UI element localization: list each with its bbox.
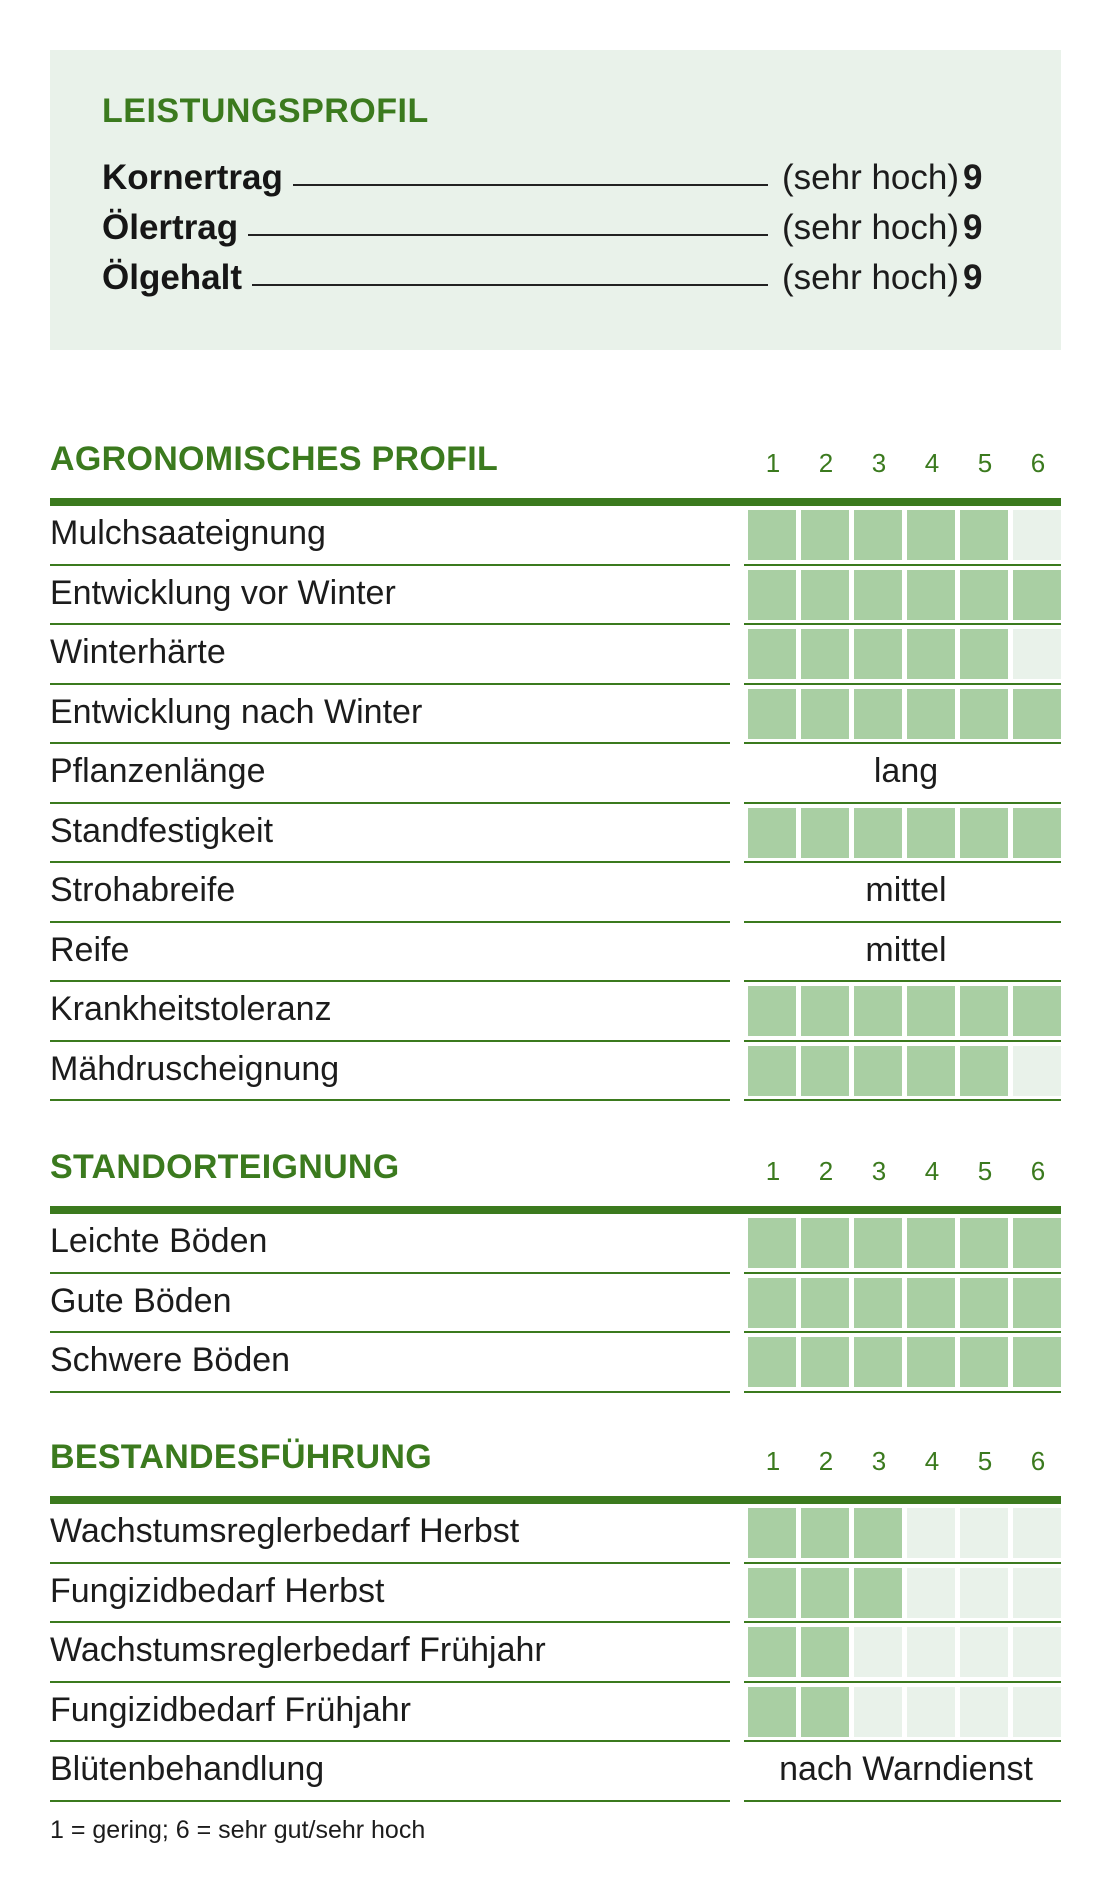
rating-cell-filled: [801, 510, 849, 560]
rating-cell-filled: [907, 1337, 955, 1387]
rating-row: [50, 685, 1061, 745]
row-divider: [50, 1391, 730, 1393]
performance-value-text: (sehr hoch): [782, 208, 960, 247]
row-divider: [50, 1800, 730, 1802]
rating-cell-empty: [854, 1687, 902, 1737]
rating-cell-filled: [960, 629, 1008, 679]
rating-bar: [748, 1278, 1064, 1330]
scale-number: 1: [765, 1446, 781, 1476]
row-label: Mähdruscheignung: [50, 1049, 340, 1088]
rating-cell-filled: [801, 1218, 849, 1268]
rating-cell-filled: [801, 1508, 849, 1558]
rating-cell-filled: [854, 1337, 902, 1387]
scale-number: 3: [871, 1156, 887, 1186]
rating-cell-filled: [854, 1046, 902, 1096]
rating-cell-filled: [907, 986, 955, 1036]
rating-cell-filled: [960, 570, 1008, 620]
rating-cell-filled: [748, 1046, 796, 1096]
rating-cell-filled: [1013, 689, 1061, 739]
performance-value: [782, 158, 1002, 198]
rating-cell-filled: [1013, 808, 1061, 858]
section-title: STANDORTEIGNUNG: [50, 1148, 400, 1186]
rating-row: [50, 1274, 1061, 1334]
rating-cell-filled: [960, 808, 1008, 858]
section-divider: [50, 1206, 1061, 1214]
rating-cell-filled: [801, 986, 849, 1036]
section-title: BESTANDESFÜHRUNG: [50, 1438, 432, 1476]
scale-number: 1: [765, 448, 781, 478]
rating-cell-empty: [907, 1568, 955, 1618]
rating-cell-filled: [1013, 1278, 1061, 1328]
row-value-text: mittel: [865, 871, 947, 909]
rating-cell-empty: [1013, 1508, 1061, 1558]
rating-cell-empty: [907, 1508, 955, 1558]
rating-cell-filled: [748, 629, 796, 679]
row-label: Fungizidbedarf Frühjahr: [50, 1690, 411, 1729]
row-label: Mulchsaateignung: [50, 514, 326, 552]
section-agronomisches-profil: [50, 440, 1061, 1100]
row-label: Fungizidbedarf Herbst: [50, 1571, 385, 1610]
row-label: Gute Böden: [50, 1281, 232, 1320]
rating-cell-filled: [801, 808, 849, 858]
rating-cell-filled: [907, 1046, 955, 1096]
rating-bar: [748, 1218, 1064, 1270]
row-value-text: mittel: [865, 930, 947, 969]
performance-value: [782, 208, 1002, 248]
rating-row: [50, 804, 1061, 864]
rating-cell-filled: [907, 1218, 955, 1268]
row-label: Reife: [50, 930, 130, 969]
rating-cell-filled: [1013, 1218, 1061, 1268]
rating-cell-empty: [960, 1568, 1008, 1618]
rating-scale-header: [750, 1446, 1070, 1476]
rating-cell-empty: [1013, 1627, 1061, 1677]
rating-bar: [748, 1337, 1064, 1389]
scale-number: 6: [1030, 1156, 1046, 1186]
leader-line: [248, 234, 768, 236]
rating-cell-empty: [1013, 629, 1061, 679]
rating-row: [50, 1623, 1061, 1683]
rating-cell-filled: [1013, 1337, 1061, 1387]
scale-number: 2: [818, 1446, 834, 1476]
rating-cell-filled: [960, 1218, 1008, 1268]
rating-cell-filled: [960, 510, 1008, 560]
rating-row: [50, 566, 1061, 626]
rating-bar: [748, 570, 1064, 622]
rating-cell-filled: [854, 689, 902, 739]
rating-cell-filled: [960, 986, 1008, 1036]
scale-number: 4: [924, 448, 940, 478]
rating-cell-filled: [960, 1278, 1008, 1328]
performance-row-kornertrag: [102, 148, 1002, 198]
rating-row: [50, 625, 1061, 685]
performance-value-text: (sehr hoch): [782, 258, 960, 297]
rating-cell-filled: [907, 570, 955, 620]
rating-cell-filled: [748, 1218, 796, 1268]
row-label: Entwicklung nach Winter: [50, 692, 423, 731]
performance-value: [782, 258, 1002, 298]
rating-cell-filled: [907, 689, 955, 739]
scale-number: 3: [871, 448, 887, 478]
rating-cell-empty: [960, 1508, 1008, 1558]
rating-cell-empty: [854, 1627, 902, 1677]
performance-row-oelertrag: [102, 198, 1002, 248]
rating-row: [50, 1564, 1061, 1624]
rating-row: [50, 1742, 1061, 1802]
scale-number: 4: [924, 1446, 940, 1476]
rating-rows: [50, 1504, 1061, 1802]
row-divider-right: [744, 1391, 1061, 1393]
rating-cell-filled: [960, 689, 1008, 739]
rating-cell-filled: [748, 1278, 796, 1328]
rating-cell-filled: [748, 808, 796, 858]
rating-cell-filled: [907, 808, 955, 858]
rating-cell-filled: [854, 1508, 902, 1558]
rating-cell-filled: [801, 1687, 849, 1737]
leader-line: [293, 184, 768, 186]
rating-bar: [748, 689, 1064, 741]
rating-row: [50, 506, 1061, 566]
rating-cell-filled: [748, 570, 796, 620]
row-label: Strohabreife: [50, 871, 236, 909]
row-value-text: nach Warndienst: [779, 1750, 1033, 1788]
rating-cell-empty: [1013, 1046, 1061, 1096]
rating-cell-filled: [748, 1627, 796, 1677]
section-divider: [50, 1496, 1061, 1504]
rating-cell-filled: [801, 689, 849, 739]
rating-cell-filled: [748, 510, 796, 560]
scale-number: 3: [871, 1446, 887, 1476]
rating-cell-filled: [801, 570, 849, 620]
rating-cell-empty: [1013, 510, 1061, 560]
rating-bar: [748, 629, 1064, 681]
rating-cell-filled: [748, 1687, 796, 1737]
rating-scale-header: [750, 1156, 1070, 1186]
leader-line: [252, 284, 768, 286]
row-divider: [50, 1099, 730, 1101]
row-label: Schwere Böden: [50, 1341, 291, 1379]
performance-row-oelgehalt: [102, 248, 1002, 298]
rating-cell-empty: [907, 1627, 955, 1677]
rating-cell-filled: [854, 1218, 902, 1268]
rating-cell-empty: [1013, 1568, 1061, 1618]
rating-cell-filled: [1013, 986, 1061, 1036]
section-divider: [50, 498, 1061, 506]
rating-cell-filled: [854, 510, 902, 560]
rating-cell-empty: [960, 1687, 1008, 1737]
rating-bar: [748, 986, 1064, 1038]
scale-number: 2: [818, 448, 834, 478]
rating-cell-filled: [907, 629, 955, 679]
rating-cell-filled: [801, 629, 849, 679]
rating-cell-filled: [907, 1278, 955, 1328]
scale-number: 5: [977, 1156, 993, 1186]
section-standorteignung: [50, 1148, 1061, 1388]
footnote: 1 = gering; 6 = sehr gut/sehr hoch: [50, 1816, 426, 1844]
row-label: Blütenbehandlung: [50, 1750, 325, 1788]
scale-number: 5: [977, 1446, 993, 1476]
performance-title: LEISTUNGSPROFIL: [102, 92, 429, 130]
row-label: Leichte Böden: [50, 1222, 268, 1260]
rating-bar: [748, 808, 1064, 860]
performance-score: 9: [963, 208, 983, 247]
scale-number: 6: [1030, 448, 1046, 478]
rating-row: [50, 744, 1061, 804]
rating-rows: [50, 1214, 1061, 1393]
rating-cell-filled: [801, 1337, 849, 1387]
rating-row: [50, 1504, 1061, 1564]
row-label: Winterhärte: [50, 633, 226, 671]
rating-cell-filled: [801, 1278, 849, 1328]
scale-number: 5: [977, 448, 993, 478]
rating-cell-filled: [748, 1568, 796, 1618]
rating-row: [50, 863, 1061, 923]
row-label: Krankheitstoleranz: [50, 990, 332, 1028]
rating-cell-filled: [854, 570, 902, 620]
rating-cell-filled: [801, 1046, 849, 1096]
section-title: AGRONOMISCHES PROFIL: [50, 440, 499, 478]
rating-cell-filled: [801, 1627, 849, 1677]
rating-row: [50, 1042, 1061, 1102]
rating-bar: [748, 1687, 1064, 1739]
row-divider-right: [744, 1800, 1061, 1802]
rating-cell-filled: [748, 689, 796, 739]
performance-score: 9: [963, 158, 983, 197]
rating-bar: [748, 1568, 1064, 1620]
performance-value-text: (sehr hoch): [782, 158, 960, 197]
row-value-text: lang: [873, 752, 939, 790]
rating-cell-filled: [748, 1337, 796, 1387]
rating-cell-filled: [854, 986, 902, 1036]
performance-score: 9: [963, 258, 983, 297]
row-label: Wachstumsreglerbedarf Frühjahr: [50, 1631, 546, 1669]
rating-cell-filled: [854, 808, 902, 858]
rating-row: [50, 1214, 1061, 1274]
rating-row: [50, 982, 1061, 1042]
rating-cell-filled: [1013, 570, 1061, 620]
rating-row: [50, 1333, 1061, 1393]
row-label: Entwicklung vor Winter: [50, 573, 396, 612]
rating-cell-filled: [748, 986, 796, 1036]
rating-cell-filled: [854, 1568, 902, 1618]
performance-label: Ölertrag: [102, 208, 239, 247]
rating-cell-filled: [960, 1337, 1008, 1387]
scale-number: 6: [1030, 1446, 1046, 1476]
rating-cell-filled: [907, 510, 955, 560]
row-label: Wachstumsreglerbedarf Herbst: [50, 1512, 520, 1550]
rating-cell-filled: [748, 1508, 796, 1558]
rating-cell-empty: [960, 1627, 1008, 1677]
rating-cell-empty: [907, 1687, 955, 1737]
rating-bar: [748, 1627, 1064, 1679]
scale-number: 4: [924, 1156, 940, 1186]
performance-panel: [50, 50, 1061, 350]
rating-row: [50, 1683, 1061, 1743]
row-divider-right: [744, 1099, 1061, 1101]
rating-rows: [50, 506, 1061, 1101]
rating-cell-filled: [960, 1046, 1008, 1096]
rating-cell-filled: [801, 1568, 849, 1618]
rating-bar: [748, 510, 1064, 562]
rating-cell-empty: [1013, 1687, 1061, 1737]
scale-number: 1: [765, 1156, 781, 1186]
rating-row: [50, 923, 1061, 983]
rating-cell-filled: [854, 629, 902, 679]
rating-bar: [748, 1046, 1064, 1098]
performance-label: Ölgehalt: [102, 258, 243, 297]
rating-cell-filled: [854, 1278, 902, 1328]
rating-bar: [748, 1508, 1064, 1560]
performance-label: Kornertrag: [102, 158, 283, 197]
row-label: Standfestigkeit: [50, 811, 274, 850]
rating-scale-header: [750, 448, 1070, 478]
row-label: Pflanzenlänge: [50, 752, 266, 790]
scale-number: 2: [818, 1156, 834, 1186]
section-bestandesfuehrung: [50, 1438, 1061, 1808]
